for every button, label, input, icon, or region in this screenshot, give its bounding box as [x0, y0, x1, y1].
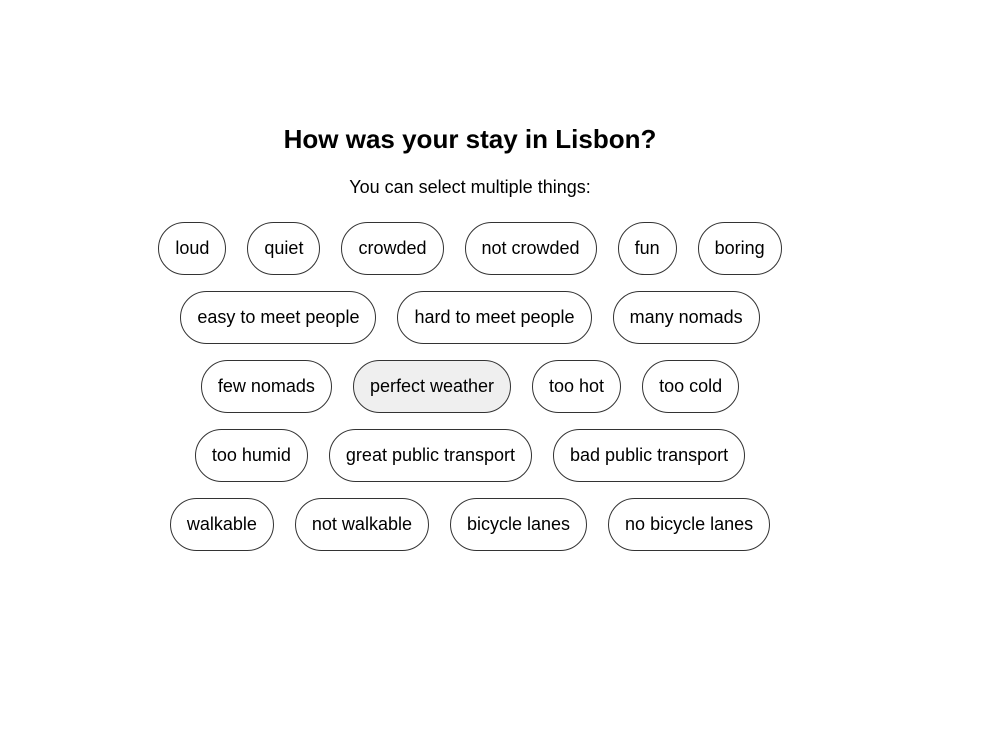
chip-easy-to-meet-people[interactable]: easy to meet people [180, 291, 376, 344]
chip-too-hot[interactable]: too hot [532, 360, 621, 413]
chip-row [160, 291, 780, 344]
chip-no-bicycle-lanes[interactable]: no bicycle lanes [608, 498, 770, 551]
chip-not-crowded[interactable]: not crowded [465, 222, 597, 275]
chip-loud[interactable]: loud [158, 222, 226, 275]
chip-not-walkable[interactable]: not walkable [295, 498, 429, 551]
chip-row [160, 429, 780, 482]
chip-crowded[interactable]: crowded [341, 222, 443, 275]
chip-perfect-weather[interactable]: perfect weather [353, 360, 511, 413]
chip-row [160, 360, 780, 413]
page-subtitle: You can select multiple things: [349, 177, 591, 197]
chip-row [160, 498, 780, 551]
chip-row [160, 222, 780, 275]
chip-boring[interactable]: boring [698, 222, 782, 275]
chip-walkable[interactable]: walkable [170, 498, 274, 551]
option-chips [160, 222, 780, 567]
chip-bad-public-transport[interactable]: bad public transport [553, 429, 745, 482]
chip-great-public-transport[interactable]: great public transport [329, 429, 532, 482]
chip-quiet[interactable]: quiet [247, 222, 320, 275]
chip-many-nomads[interactable]: many nomads [613, 291, 760, 344]
chip-hard-to-meet-people[interactable]: hard to meet people [397, 291, 591, 344]
chip-too-humid[interactable]: too humid [195, 429, 308, 482]
chip-fun[interactable]: fun [618, 222, 677, 275]
chip-too-cold[interactable]: too cold [642, 360, 739, 413]
chip-few-nomads[interactable]: few nomads [201, 360, 332, 413]
chip-bicycle-lanes[interactable]: bicycle lanes [450, 498, 587, 551]
page-title: How was your stay in Lisbon? [283, 124, 657, 154]
